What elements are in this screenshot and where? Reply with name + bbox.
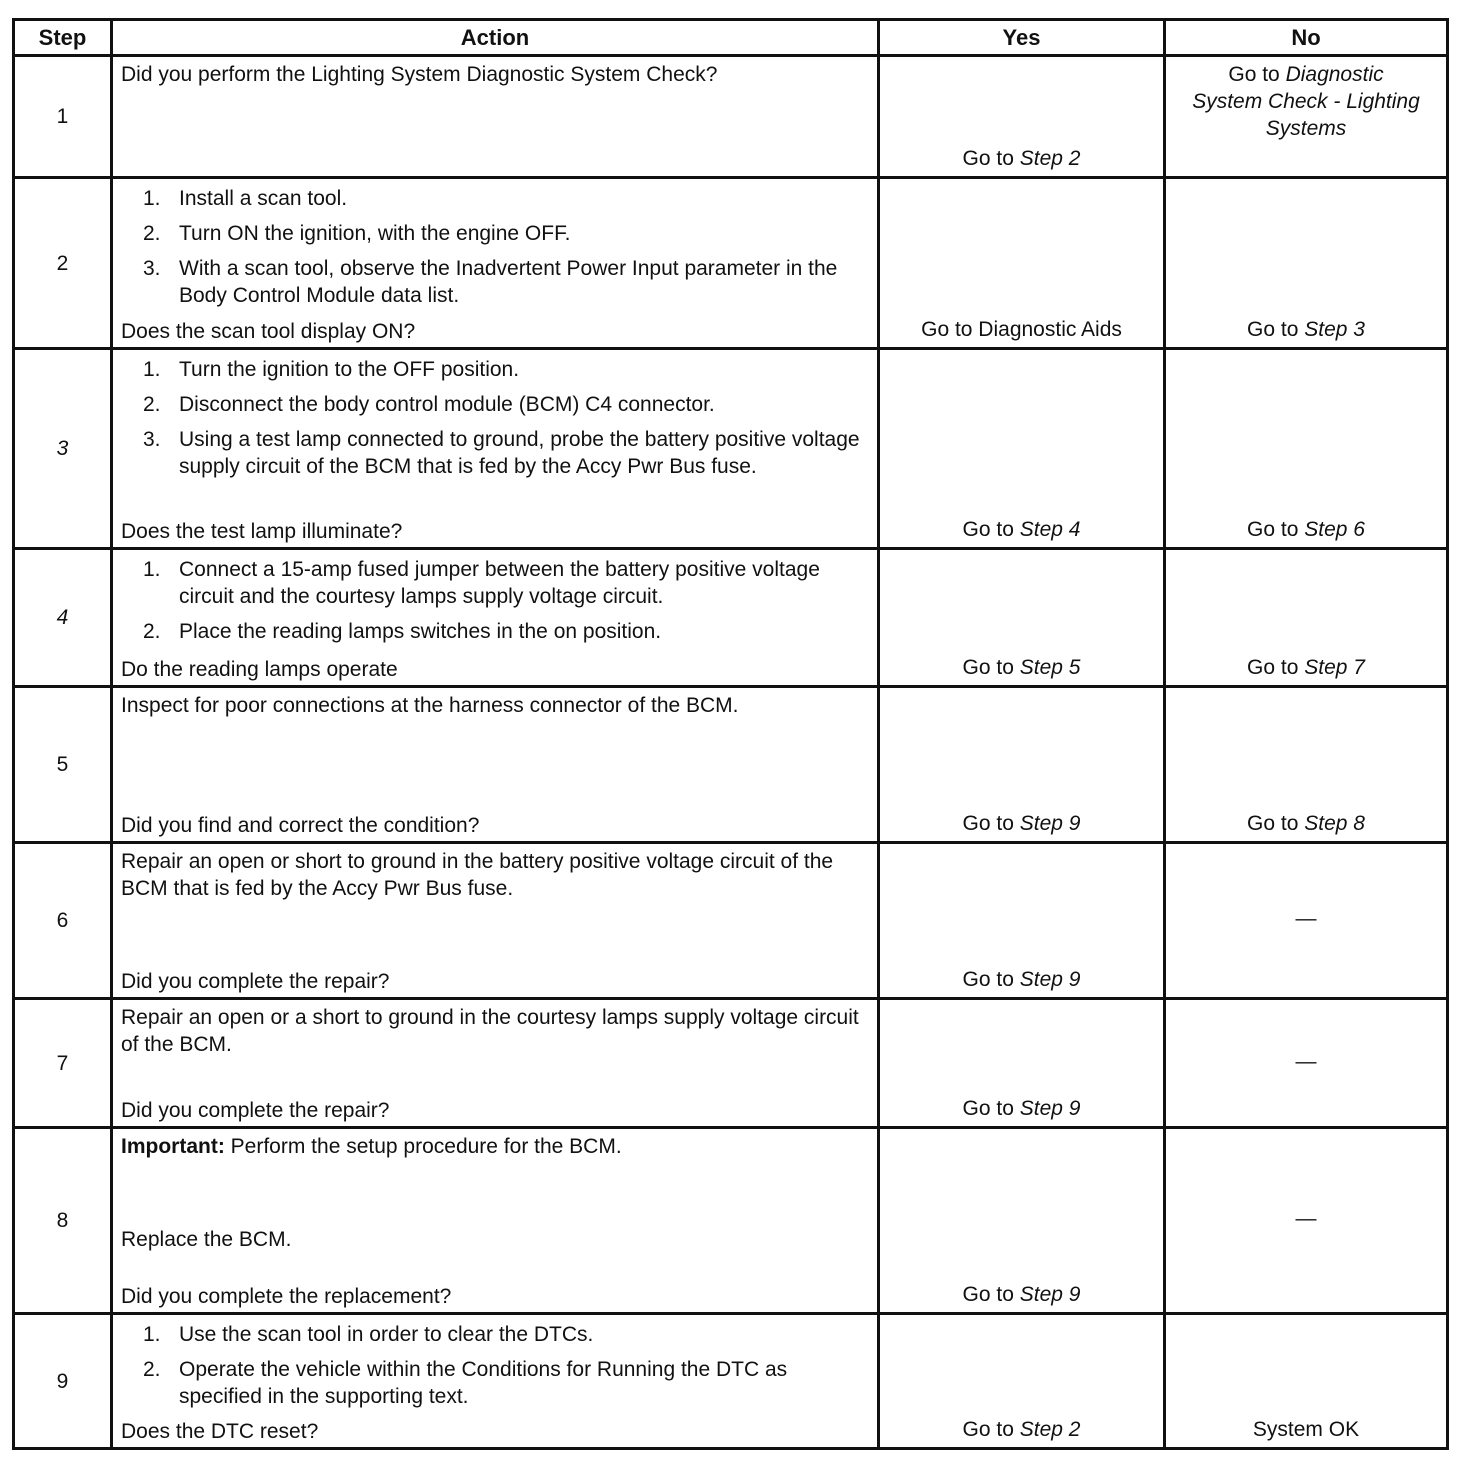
yes-link[interactable]: Step 9 bbox=[1019, 1097, 1081, 1120]
table-row bbox=[14, 56, 1448, 178]
no-cell bbox=[1165, 549, 1448, 687]
no-text: System OK bbox=[1252, 1418, 1360, 1441]
yes-link[interactable]: Step 4 bbox=[1019, 518, 1081, 541]
list-item: 1. Install a scan tool. bbox=[143, 187, 348, 210]
step-number: 1 bbox=[14, 56, 112, 178]
no-cell bbox=[1165, 687, 1448, 843]
no-prefix: Go to bbox=[1247, 656, 1305, 679]
no-cell bbox=[1165, 999, 1448, 1128]
important-note bbox=[121, 1133, 869, 1226]
action-cell bbox=[112, 549, 879, 687]
no-cell bbox=[1165, 1314, 1448, 1449]
step-number: 5 bbox=[14, 687, 112, 843]
no-prefix: Go to bbox=[1228, 63, 1286, 86]
question-text: Did you find and correct the condition? bbox=[121, 814, 480, 837]
no-link[interactable]: Step 3 bbox=[1304, 318, 1365, 341]
yes-link[interactable]: Step 9 bbox=[1019, 812, 1081, 835]
instruction-text: Replace the BCM. bbox=[121, 1228, 292, 1251]
header-step: Step bbox=[14, 20, 112, 56]
yes-prefix: Go to bbox=[962, 1283, 1020, 1306]
step-number: 7 bbox=[14, 999, 112, 1128]
action-cell bbox=[112, 687, 879, 843]
table-row bbox=[14, 1128, 1448, 1314]
yes-link[interactable]: Step 9 bbox=[1019, 1283, 1081, 1306]
question-text: Does the scan tool display ON? bbox=[121, 320, 416, 343]
no-link[interactable]: Step 8 bbox=[1304, 812, 1365, 835]
no-link[interactable]: Diagnostic System Check - Lighting Systems bbox=[1192, 63, 1420, 140]
action-cell bbox=[112, 1128, 879, 1314]
header-no: No bbox=[1165, 20, 1448, 56]
no-cell bbox=[1165, 1128, 1448, 1314]
list-item: 2. Turn ON the ignition, with the engine OFF. bbox=[143, 222, 571, 245]
list-item: 1. Turn the ignition to the OFF position. bbox=[143, 358, 520, 381]
list-item: 1. Use the scan tool in order to clear the DTCs. bbox=[143, 1323, 594, 1346]
yes-cell bbox=[879, 999, 1165, 1128]
action-text: Inspect for poor connections at the harness connector of the BCM. bbox=[121, 694, 739, 717]
yes-text[interactable]: Go to Diagnostic Aids bbox=[921, 318, 1122, 341]
no-cell bbox=[1165, 843, 1448, 999]
yes-cell bbox=[879, 349, 1165, 549]
list-item: 2. Disconnect the body control module (BCM) C4 connector. bbox=[143, 393, 715, 416]
yes-cell bbox=[879, 178, 1165, 349]
yes-cell bbox=[879, 549, 1165, 687]
step-number: 9 bbox=[14, 1314, 112, 1449]
table-row bbox=[14, 349, 1448, 549]
list-item: 3. Using a test lamp connected to ground, probe the battery positive voltage supply circuit of the BCM that is fed by the Accy Pwr Bus fuse. bbox=[143, 428, 860, 478]
table-row bbox=[14, 1314, 1448, 1449]
table-row bbox=[14, 687, 1448, 843]
no-link[interactable]: Step 7 bbox=[1304, 656, 1365, 679]
yes-link[interactable]: Step 9 bbox=[1019, 968, 1081, 991]
no-link[interactable]: Step 6 bbox=[1304, 518, 1365, 541]
yes-cell bbox=[879, 1314, 1165, 1449]
yes-prefix: Go to bbox=[962, 656, 1020, 679]
action-cell bbox=[112, 999, 879, 1128]
action-cell bbox=[112, 843, 879, 999]
yes-prefix: Go to bbox=[962, 968, 1020, 991]
yes-cell bbox=[879, 843, 1165, 999]
yes-link[interactable]: Step 5 bbox=[1019, 656, 1081, 679]
step-number: 6 bbox=[14, 843, 112, 999]
question-text: Does the DTC reset? bbox=[121, 1420, 319, 1443]
no-cell bbox=[1165, 349, 1448, 549]
question-text: Did you complete the repair? bbox=[121, 1099, 390, 1122]
yes-prefix: Go to bbox=[962, 518, 1020, 541]
list-item: 2. Place the reading lamps switches in the on position. bbox=[143, 620, 662, 643]
step-number: 4 bbox=[14, 549, 112, 687]
header-yes: Yes bbox=[879, 20, 1165, 56]
yes-link[interactable]: Step 2 bbox=[1019, 147, 1081, 170]
yes-prefix: Go to bbox=[962, 1418, 1020, 1441]
action-cell bbox=[112, 56, 879, 178]
diagnostic-table bbox=[12, 18, 1449, 1450]
yes-link[interactable]: Step 2 bbox=[1019, 1418, 1081, 1441]
yes-prefix: Go to bbox=[962, 1097, 1020, 1120]
question-text: Did you complete the repair? bbox=[121, 970, 390, 993]
table-row bbox=[14, 178, 1448, 349]
action-text: Repair an open or a short to ground in the courtesy lamps supply voltage circuit of the BCM. bbox=[121, 1006, 859, 1056]
yes-cell bbox=[879, 1128, 1165, 1314]
no-dash: — bbox=[1295, 1207, 1317, 1230]
step-number: 3 bbox=[14, 349, 112, 549]
table-row bbox=[14, 999, 1448, 1128]
no-cell bbox=[1165, 56, 1448, 178]
question-text: Does the test lamp illuminate? bbox=[121, 520, 403, 543]
table-row bbox=[14, 549, 1448, 687]
step-number: 2 bbox=[14, 178, 112, 349]
no-prefix: Go to bbox=[1247, 812, 1305, 835]
important-label: Important: bbox=[121, 1135, 225, 1158]
header-row bbox=[14, 20, 1448, 56]
no-prefix: Go to bbox=[1247, 318, 1305, 341]
no-cell bbox=[1165, 178, 1448, 349]
yes-cell bbox=[879, 56, 1165, 178]
action-cell bbox=[112, 349, 879, 549]
step-number: 8 bbox=[14, 1128, 112, 1314]
action-cell bbox=[112, 178, 879, 349]
yes-cell bbox=[879, 687, 1165, 843]
list-item: 3. With a scan tool, observe the Inadvertent Power Input parameter in the Body Control Module data list. bbox=[143, 257, 838, 307]
table-row bbox=[14, 843, 1448, 999]
no-dash: — bbox=[1295, 907, 1317, 930]
important-text: Perform the setup procedure for the BCM. bbox=[224, 1135, 622, 1158]
question-text: Did you complete the replacement? bbox=[121, 1285, 452, 1308]
yes-prefix: Go to bbox=[962, 812, 1020, 835]
list-item: 2. Operate the vehicle within the Conditions for Running the DTC as specified in the supporting text. bbox=[143, 1358, 788, 1408]
list-item: 1. Connect a 15-amp fused jumper between the battery positive voltage circuit and the courtesy lamps supply voltage circuit. bbox=[143, 558, 820, 608]
header-action: Action bbox=[112, 20, 879, 56]
action-text: Did you perform the Lighting System Diagnostic System Check? bbox=[121, 63, 718, 86]
action-cell bbox=[112, 1314, 879, 1449]
no-prefix: Go to bbox=[1247, 518, 1305, 541]
question-text: Do the reading lamps operate bbox=[121, 658, 398, 681]
yes-prefix: Go to bbox=[962, 147, 1020, 170]
no-dash: — bbox=[1295, 1049, 1317, 1073]
action-text: Repair an open or short to ground in the battery positive voltage circuit of the BCM that is fed by the Accy Pwr Bus fuse. bbox=[121, 850, 834, 900]
